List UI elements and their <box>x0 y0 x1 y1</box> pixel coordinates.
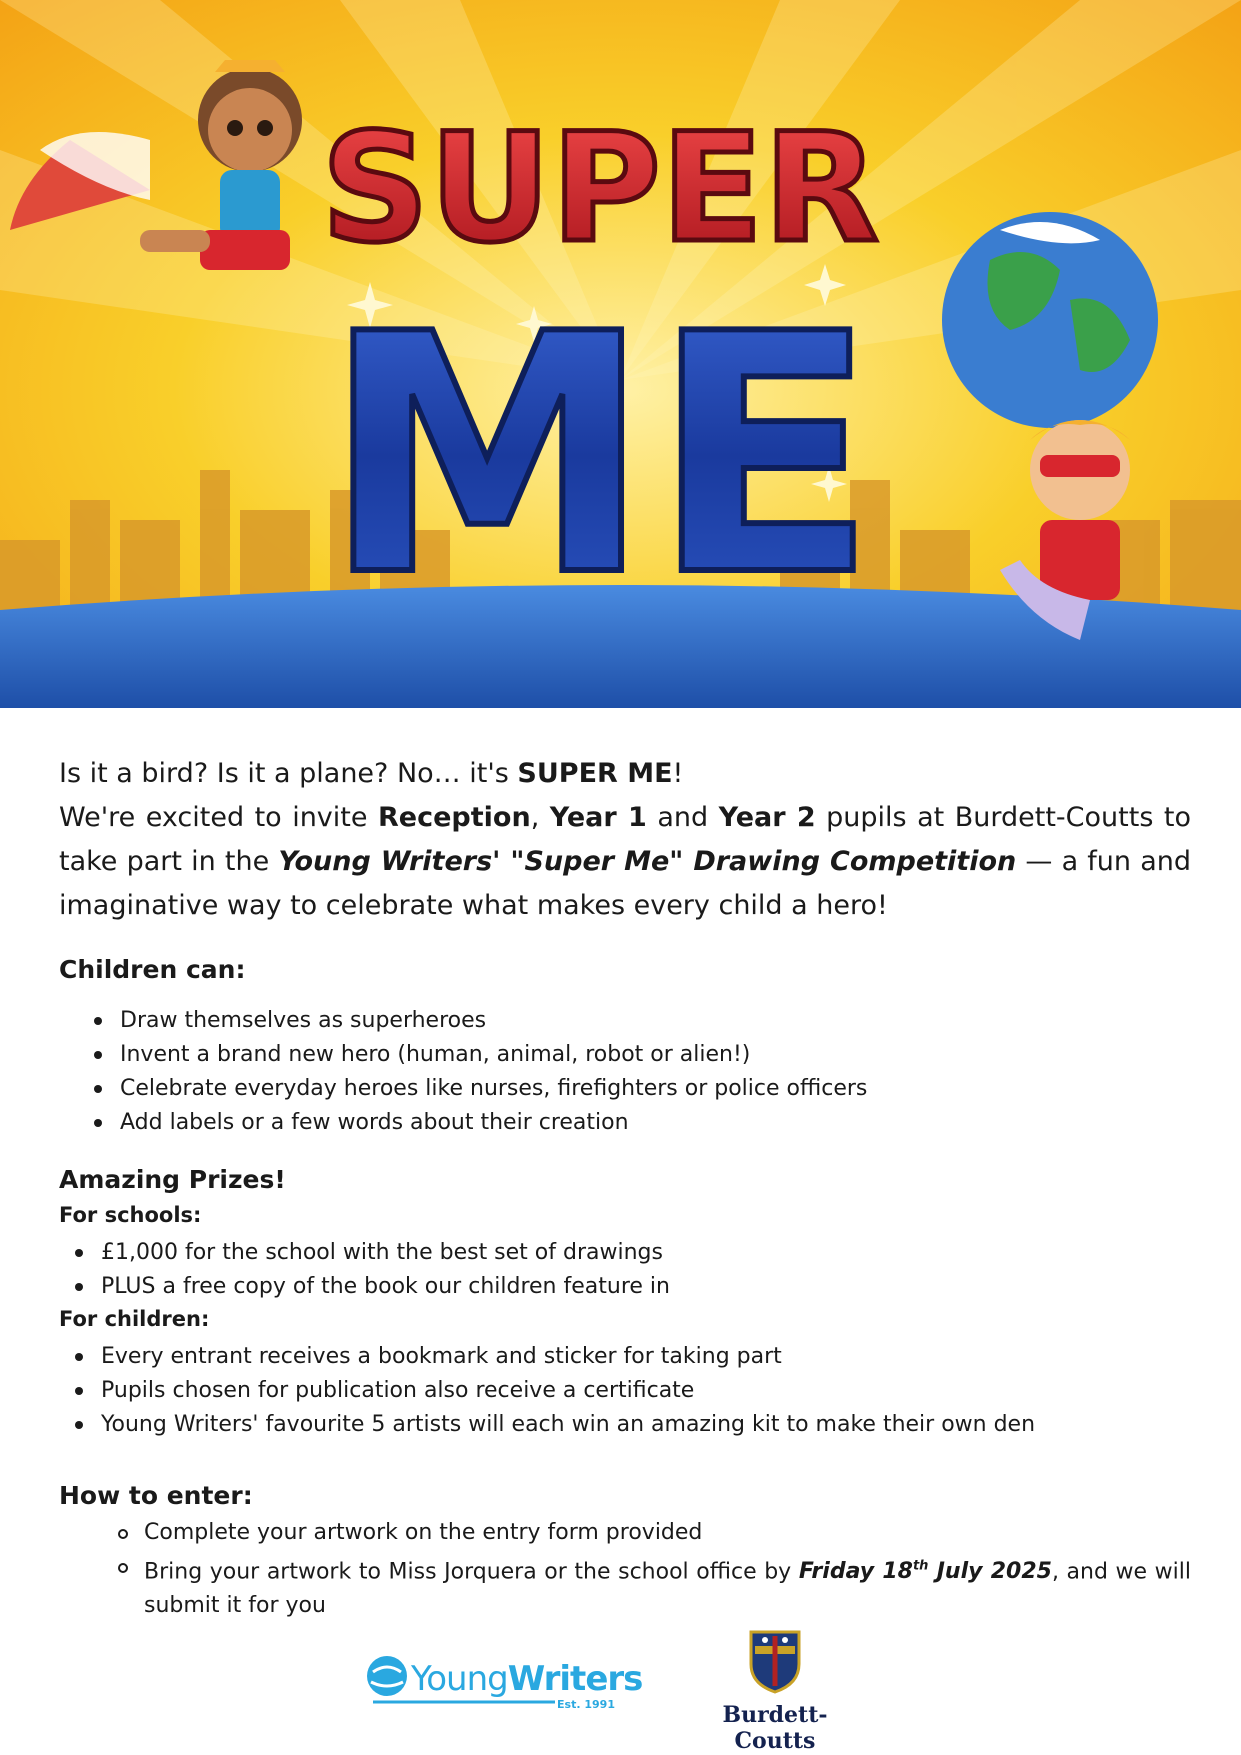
svg-text:Est. 1991: Est. 1991 <box>557 1698 615 1711</box>
list-item: Pupils chosen for publication also receive a certificate <box>62 1374 1194 1408</box>
list-item: Young Writers' favourite 5 artists will each win an amazing kit to make their own den <box>62 1408 1194 1442</box>
list-item: PLUS a free copy of the book our children feature in <box>62 1270 1194 1304</box>
school-crest-icon <box>747 1628 803 1694</box>
list-item: Invent a brand new hero (human, animal, robot or alien!) <box>62 1038 1194 1072</box>
intro-text <box>59 752 1191 928</box>
deadline-date: Friday 18th July 2025 <box>798 1559 1052 1585</box>
list-item: Draw themselves as superheroes <box>62 1004 1194 1038</box>
children-prize-list <box>62 1340 1194 1442</box>
title-super: SUPER <box>321 102 879 276</box>
young-writers-logo <box>365 1654 645 1718</box>
intro-paragraph: We're excited to invite Reception, Year 1 and Year 2 pupils at Burdett-Coutts to take part in the Young Writers' "Super Me" Drawing Competition — a fun and imaginative way to celebrate what makes every child a hero! <box>59 802 1192 921</box>
prizes-heading: Amazing Prizes! <box>59 1165 286 1194</box>
title-me: ME <box>323 264 877 648</box>
burdett-coutts-name: Burdett-Coutts <box>722 1702 828 1754</box>
children-can-list <box>62 1004 1194 1140</box>
list-item: Add labels or a few words about their creation <box>62 1106 1194 1140</box>
list-item: £1,000 for the school with the best set of drawings <box>62 1236 1194 1270</box>
super-me-title <box>321 102 879 648</box>
for-schools-heading: For schools: <box>59 1203 202 1227</box>
schools-prize-list <box>62 1236 1194 1304</box>
list-item: Celebrate everyday heroes like nurses, firefighters or police officers <box>62 1072 1194 1106</box>
burdett-coutts-logo <box>690 1628 860 1754</box>
svg-text:YoungWriters: YoungWriters <box>411 1659 643 1699</box>
children-can-heading: Children can: <box>59 955 246 984</box>
how-to-enter-heading: How to enter: <box>59 1481 253 1510</box>
list-item: Every entrant receives a bookmark and sticker for taking part <box>62 1340 1194 1374</box>
list-item: Complete your artwork on the entry form provided <box>59 1516 1191 1550</box>
hero-banner <box>0 0 1241 708</box>
globe-icon <box>367 1656 407 1696</box>
list-item: Bring your artwork to Miss Jorquera or the school office by Friday 18th July 2025, and we will submit it for you <box>59 1550 1191 1623</box>
how-to-enter-list <box>59 1516 1191 1623</box>
intro-line-1: Is it a bird? Is it a plane? No… it's SUPER ME! <box>59 758 684 789</box>
for-children-heading: For children: <box>59 1307 210 1331</box>
